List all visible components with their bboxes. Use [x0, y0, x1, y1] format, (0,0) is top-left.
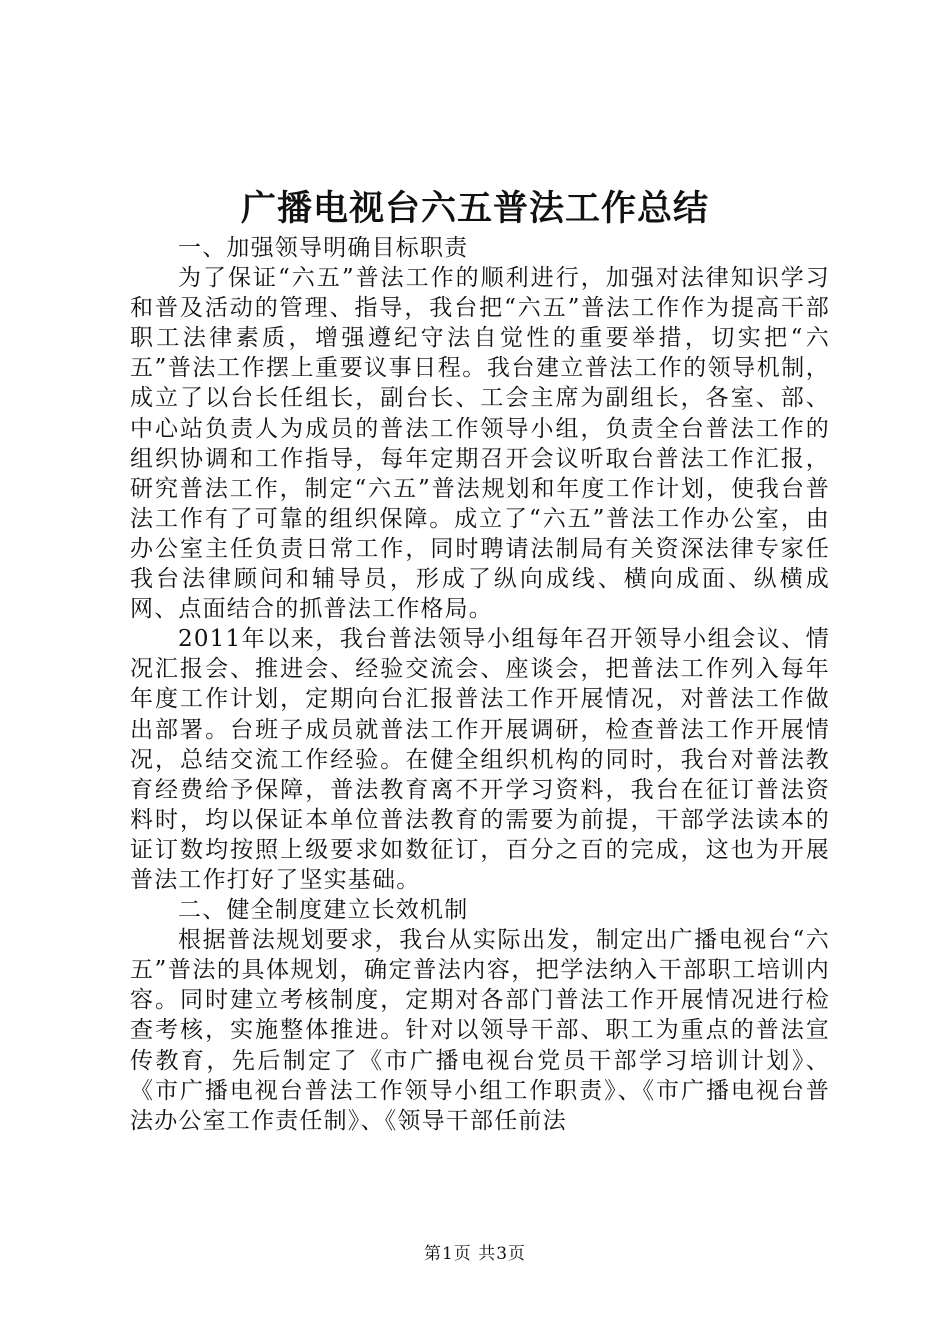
paragraph-system: 根据普法规划要求，我台从实际出发，制定出广播电视台“六五”普法的具体规划，确定普法内容，把学法纳入干部职工培训内容。同时建立考核制度，定期对各部门普法工作开展情况进行检查考核，实施整体推进。针对以领导干部、职工为重点的普法宣传教育，先后制定了《市广播电视台党员干部学习培训计划》、《市广播电视台普法工作领导小组工作职责》、《市广播电视台普法办公室工作责任制》、《领导干部任前法	[130, 927, 830, 1134]
page-footer: 第1页 共3页	[423, 1244, 527, 1264]
section-heading-2: 二、健全制度建立长效机制	[178, 897, 469, 924]
paragraph-leadership: 为了保证“六五”普法工作的顺利进行，加强对法律知识学习和普及活动的管理、指导，我台把“六五”普法工作作为提高干部职工法律素质，增强遵纪守法自觉性的重要举措，切实把“六五”普法工作摆上重要议事日程。我台建立普法工作的领导机制，成立了以台长任组长，副台长、工会主席为副组长，各室、部、中心站负责人为成员的普法工作领导小组，负责全台普法工作的组织协调和工作指导，每年定期召开会议听取台普法工作汇报，研究普法工作，制定“六五”普法规划和年度工作计划，使我台普法工作有了可靠的组织保障。成立了“六五”普法工作办公室，由办公室主任负责日常工作，同时聘请法制局有关资深法律专家任我台法律顾问和辅导员，形成了纵向成线、横向成面、纵横成网、点面结合的抓普法工作格局。	[130, 265, 830, 623]
document-title: 广播电视台六五普法工作总结	[240, 188, 709, 229]
section-heading-1: 一、加强领导明确目标职责	[178, 235, 469, 261]
paragraph-2011: 2011年以来，我台普法领导小组每年召开领导小组会议、情况汇报会、推进会、经验交流会、座谈会，把普法工作列入每年年度工作计划，定期向台汇报普法工作开展情况，对普法工作做出部署。台班子成员就普法工作开展调研，检查普法工作开展情况，总结交流工作经验。在健全组织机构的同时，我台对普法教育经费给予保障，普法教育离不开学习资料，我台在征订普法资料时，均以保证本单位普法教育的需要为前提，干部学法读本的证订数均按照上级要求如数征订，百分之百的完成，这也为开展普法工作打好了坚实基础。	[130, 626, 830, 893]
document-body	[130, 233, 830, 1136]
